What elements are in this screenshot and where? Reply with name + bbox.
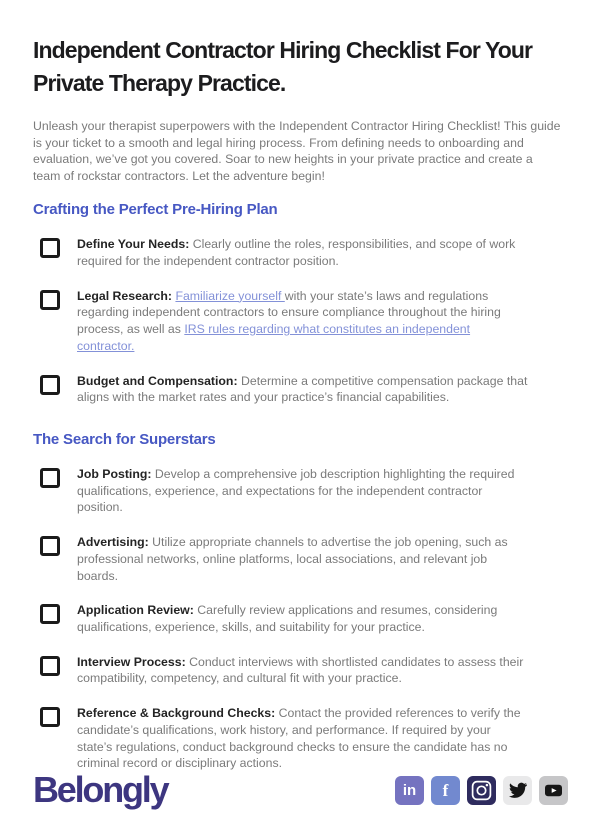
checklist-item-label: Job Posting: xyxy=(77,466,152,481)
checklist-item xyxy=(33,466,570,516)
section-heading: The Search for Superstars xyxy=(33,430,216,448)
checklist-item xyxy=(33,602,570,635)
social-icons xyxy=(395,776,568,805)
twitter-icon[interactable] xyxy=(503,776,532,805)
checklist-item-label: Advertising: xyxy=(77,535,149,550)
checkbox[interactable] xyxy=(40,707,60,727)
linkedin-glyph: in xyxy=(402,781,417,799)
facebook-icon[interactable] xyxy=(431,776,460,805)
checklist-item-text: Define Your Needs: Clearly outline the roles, responsibilities, and scope of work required for the independent contractor position. xyxy=(77,237,516,268)
section-heading: Crafting the Perfect Pre-Hiring Plan xyxy=(33,201,278,219)
checklist-item-text: Interview Process: Conduct interviews with shortlisted candidates to assess their compatibility, competency, and cultural fit with your practice. xyxy=(77,654,524,686)
belongly-logo: Belongly xyxy=(33,769,168,810)
inline-link[interactable]: Familiarize yourself xyxy=(175,288,285,303)
checklist-item-text: Application Review: Carefully review applications and resumes, considering qualifications, experience, skills, and suitability for your practice. xyxy=(77,603,498,634)
checklist-item xyxy=(33,534,570,584)
checklist-item xyxy=(33,288,570,355)
sections-container xyxy=(33,184,570,772)
checklist-item-text: Reference & Background Checks: Contact the provided references to verify the candidate’s qualifications, work history, and performance. If required by your state’s regulations, conduct background checks to ensure the candidate has no criminal record or disciplinary actions. xyxy=(77,706,521,771)
checklist-item xyxy=(33,373,570,406)
checklist-item-label: Budget and Compensation: xyxy=(77,373,238,388)
checkbox[interactable] xyxy=(40,604,60,624)
checkbox[interactable] xyxy=(40,375,60,395)
checklist-item-text: Job Posting: Develop a comprehensive job description highlighting the required qualifications, experience, and expectations for the independent contractor position. xyxy=(77,466,515,515)
checklist-item-label: Legal Research: xyxy=(77,288,173,303)
checklist-item xyxy=(33,654,570,687)
checkbox[interactable] xyxy=(40,536,60,556)
instagram-glyph xyxy=(471,780,492,801)
checklist-item xyxy=(33,236,570,269)
linkedin-icon[interactable] xyxy=(395,776,424,805)
checklist-item-text: Budget and Compensation: Determine a competitive compensation package that aligns with the market rates and your practice’s financial capabilities. xyxy=(77,373,528,405)
checklist-item-text: Legal Research: Familiarize yourself with your state’s laws and regulations regarding independent contractors to ensure compliance throughout the hiring process, as well as IRS rules regarding what constitutes an independent contractor. xyxy=(77,288,501,353)
youtube-icon[interactable] xyxy=(539,776,568,805)
checklist-item-label: Define Your Needs: xyxy=(77,237,190,252)
checkbox[interactable] xyxy=(40,290,60,310)
intro-paragraph: Unleash your therapist superpowers with the Independent Contractor Hiring Checklist! This guide is your ticket to a smooth and legal hiring process. From defining needs to onboarding and evaluation, we’ve got you covered. Soar to new heights in your private practice and create a team of rockstar contractors. Let the adventure begin! xyxy=(33,119,561,183)
page-title: Independent Contractor Hiring Checklist For Your Private Therapy Practice. xyxy=(33,37,533,96)
checkbox[interactable] xyxy=(40,656,60,676)
inline-link[interactable]: IRS rules regarding what constitutes an independent contractor. xyxy=(77,322,471,353)
page-footer xyxy=(33,769,570,835)
checkbox[interactable] xyxy=(40,468,60,488)
youtube-glyph xyxy=(542,779,565,802)
checkbox[interactable] xyxy=(40,238,60,258)
checklist-item-label: Application Review: xyxy=(77,603,194,618)
checklist-item-text: Advertising: Utilize appropriate channels to advertise the job opening, such as professional networks, online platforms, local associations, and relevant job boards. xyxy=(77,535,508,583)
instagram-icon[interactable] xyxy=(467,776,496,805)
checklist-item xyxy=(33,705,570,772)
checklist-item-label: Reference & Background Checks: xyxy=(77,706,276,721)
twitter-glyph xyxy=(509,781,527,799)
facebook-glyph: f xyxy=(442,780,449,800)
checklist-item-label: Interview Process: xyxy=(77,654,186,669)
